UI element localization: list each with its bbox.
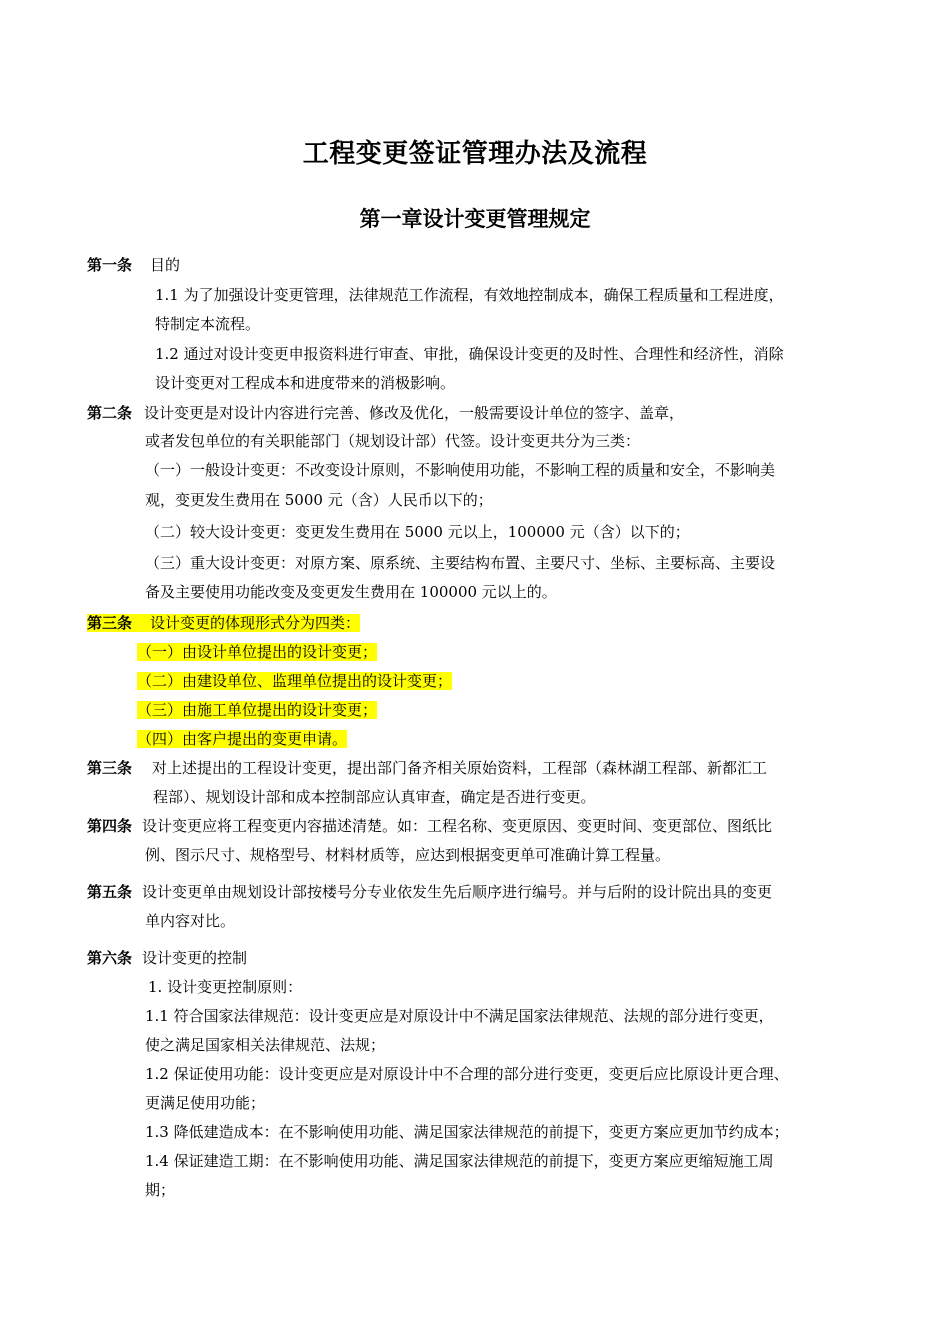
- chapter-heading: 第一章设计变更管理规定: [359, 206, 591, 231]
- document-title: 工程变更签证管理办法及流程: [302, 139, 648, 169]
- article-6-p2-line2: 更满足使用功能；: [145, 1094, 266, 1112]
- article-1-para1-line1: 1.1 为了加强设计变更管理，法律规范工作流程，有效地控制成本，确保工程质量和工程进度，: [155, 286, 784, 304]
- article-1-para2-line1: 1.2 通过对设计变更申报资料进行审查、审批，确保设计变更的及时性、合理性和经济性，消除: [155, 345, 784, 363]
- article-3b-line2: 程部）、规划设计部和成本控制部应认真审查，确定是否进行变更。: [153, 788, 596, 806]
- article-3-item4: [137, 729, 347, 749]
- article-3b-line1: [87, 758, 767, 778]
- article-6-p2-line1: 1.2 保证使用功能：设计变更应是对原设计中不合理的部分进行变更，变更后应比原设计更合理、: [145, 1065, 789, 1083]
- article-6-p1-line1: 1.1 符合国家法律规范：设计变更应是对原设计中不满足国家法律规范、法规的部分进行变更，: [145, 1007, 774, 1025]
- article-4-line2: 例、图示尺寸、规格型号、材料材质等，应达到根据变更单可准确计算工程量。: [145, 846, 671, 864]
- article-3-item3-text: （三）由施工单位提出的设计变更；: [137, 701, 378, 719]
- article-1-label: 第一条: [87, 256, 133, 274]
- article-5-label: 第五条: [87, 883, 133, 901]
- article-6-p1-line2: 使之满足国家相关法律规范、法规；: [145, 1036, 386, 1054]
- article-2-text: 设计变更是对设计内容进行完善、修改及优化，一般需要设计单位的签字、盖章，: [144, 404, 685, 422]
- article-5-line2: 单内容对比。: [145, 912, 236, 930]
- article-2-class1-line2: 观，变更发生费用在 5000 元（含）人民币以下的；: [145, 491, 493, 509]
- article-6-heading: 设计变更的控制: [142, 949, 248, 967]
- article-3-item4-text: （四）由客户提出的变更申请。: [137, 730, 348, 748]
- article-6-p4-line1: 1.4 保证建造工期：在不影响使用功能、满足国家法律规范的前提下，变更方案应更缩短施工周: [145, 1152, 774, 1170]
- article-2-label: 第二条: [87, 404, 133, 422]
- article-3-item1-text: （一）由设计单位提出的设计变更；: [137, 643, 378, 661]
- article-3-item2: [137, 671, 452, 691]
- article-1-para2-line2: 设计变更对工程成本和进度带来的消极影响。: [155, 374, 456, 392]
- article-3b-text: 对上述提出的工程设计变更，提出部门备齐相关原始资料，工程部（森林湖工程部、新都汇工: [152, 759, 768, 777]
- article-6-label: 第六条: [87, 949, 133, 967]
- article-6-line: [87, 948, 247, 968]
- article-4-text: 设计变更应将工程变更内容描述清楚。如：工程名称、变更原因、变更时间、变更部位、图纸比: [142, 817, 773, 835]
- article-2-class3-line1: （三）重大设计变更：对原方案、原系统、主要结构布置、主要尺寸、坐标、主要标高、主要设: [145, 554, 776, 572]
- article-3-item2-text: （二）由建设单位、监理单位提出的设计变更；: [137, 672, 453, 690]
- article-6-p3: 1.3 降低建造成本：在不影响使用功能、满足国家法律规范的前提下，变更方案应更加节约成本；: [145, 1123, 789, 1141]
- article-6-p4-line2: 期；: [145, 1181, 176, 1199]
- article-2-line1: [87, 403, 684, 423]
- article-2-line2: 或者发包单位的有关职能部门（规划设计部）代签。设计变更共分为三类：: [145, 432, 641, 450]
- article-2-class3-line2: 备及主要使用功能改变及变更发生费用在 100000 元以上的。: [145, 583, 557, 601]
- article-1-line: [87, 255, 180, 275]
- article-2-class1-line1: （一）一般设计变更：不改变设计原则，不影响使用功能，不影响工程的质量和安全，不影响美: [145, 461, 776, 479]
- article-3-item3: [137, 700, 377, 720]
- article-4-line1: [87, 816, 772, 836]
- article-1-para1-line2: 特制定本流程。: [155, 315, 261, 333]
- article-3-label: 第三条: [87, 614, 133, 632]
- article-3b-label: 第三条: [87, 759, 133, 777]
- article-3-heading: 设计变更的体现形式分为四类：: [150, 614, 361, 632]
- article-5-text: 设计变更单由规划设计部按楼号分专业依发生先后顺序进行编号。并与后附的设计院出具的变更: [142, 883, 773, 901]
- article-3-line: [87, 613, 360, 633]
- article-2-class2: （二）较大设计变更：变更发生费用在 5000 元以上，100000 元（含）以下的；: [145, 523, 690, 541]
- article-1-heading: 目的: [150, 256, 181, 274]
- article-5-line1: [87, 882, 772, 902]
- article-6-section1: 1. 设计变更控制原则：: [148, 978, 303, 996]
- article-4-label: 第四条: [87, 817, 133, 835]
- article-3-item1: [137, 642, 377, 662]
